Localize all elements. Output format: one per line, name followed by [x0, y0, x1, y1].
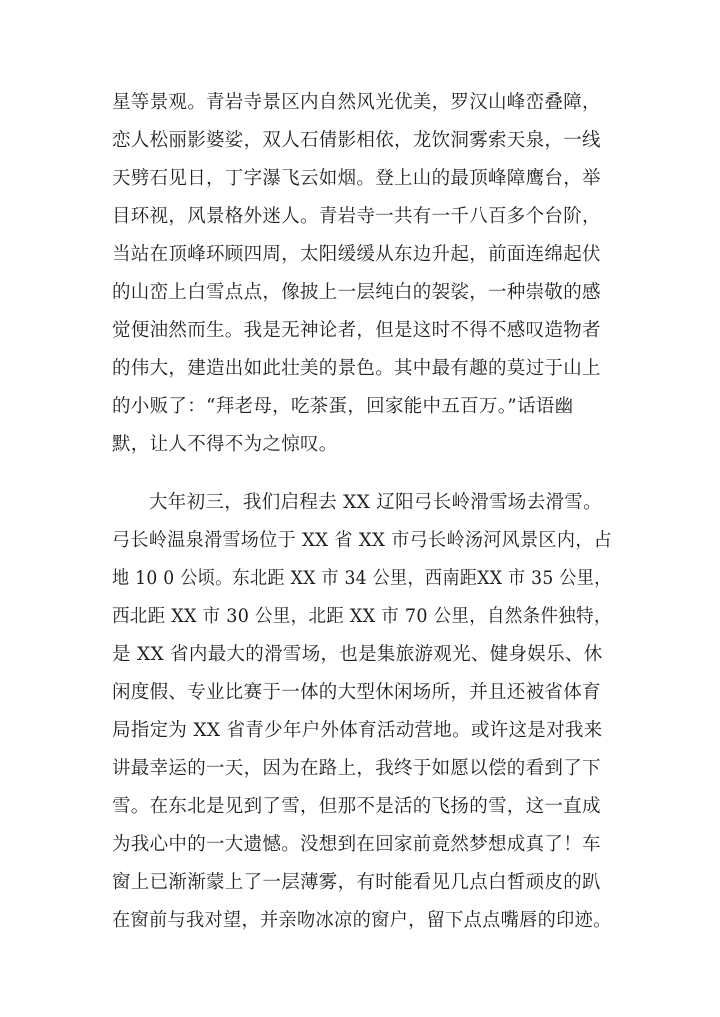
paragraph-line: 是 XX 省内最大的滑雪场，也是集旅游观光、健身娱乐、休: [112, 644, 603, 665]
paragraph-line: 窗上已渐渐蒙上了一层薄雾，有时能看见几点白皙顽皮的趴: [112, 872, 601, 893]
paragraph-line: 西北距 XX 市 30 公里，北距 XX 市 70 公里，自然条件独特，: [112, 606, 612, 627]
paragraph-line: 的山峦上白雪点点，像披上一层纯白的袈裟，一种崇敬的感: [112, 282, 601, 303]
paragraph-line: 目环视，风景格外迷人。青岩寺一共有一千八百多个台阶，: [112, 206, 601, 227]
paragraph-line: 雪。在东北是见到了雪，但那不是活的飞扬的雪，这一直成: [112, 796, 601, 817]
paragraph-line: 局指定为 XX 省青少年户外体育活动营地。或许这是对我来: [112, 720, 603, 741]
paragraph-line: 讲最幸运的一天，因为在路上，我终于如愿以偿的看到了下: [112, 758, 601, 779]
paragraph-line: 弓长岭温泉滑雪场位于 XX 省 XX 市弓长岭汤河风景区内，占: [112, 530, 613, 551]
paragraph-line: 觉便油然而生。我是无神论者，但是这时不得不感叹造物者: [112, 320, 601, 341]
paragraph-line: 为我心中的一大遗憾。没想到在回家前竟然梦想成真了！车: [112, 834, 601, 855]
paragraph-line: 当站在顶峰环顾四周，太阳缓缓从东边升起，前面连绵起伏: [112, 244, 601, 265]
paragraph-line: 天劈石见日，丁字瀑飞云如烟。登上山的最顶峰障鹰台，举: [112, 168, 601, 189]
paragraph-line: 大年初三，我们启程去 XX 辽阳弓长岭滑雪场去滑雪。: [149, 492, 602, 513]
paragraph-line: 星等景观。青岩寺景区内自然风光优美，罗汉山峰峦叠障，: [112, 92, 601, 113]
paragraph-line: 的小贩了：“拜老母，吃茶蛋，回家能中五百万。”话语幽: [112, 396, 574, 417]
paragraph-line: 闲度假、专业比赛于一体的大型休闲场所，并且还被省体育: [112, 682, 601, 703]
paragraph-line: 默，让人不得不为之惊叹。: [112, 434, 338, 455]
paragraph-line: 地 10 0 公顷。东北距 XX 市 34 公里，西南距XX 市 35 公里，: [112, 568, 612, 589]
paragraph-line: 的伟大，建造出如此壮美的景色。其中最有趣的莫过于山上: [112, 358, 601, 379]
paragraph-line: 恋人松丽影婆娑，双人石倩影相依，龙饮洞雾索天泉，一线: [112, 130, 601, 151]
paragraph-line: 在窗前与我对望，并亲吻冰凉的窗户，留下点点嘴唇的印迹。: [112, 910, 612, 931]
